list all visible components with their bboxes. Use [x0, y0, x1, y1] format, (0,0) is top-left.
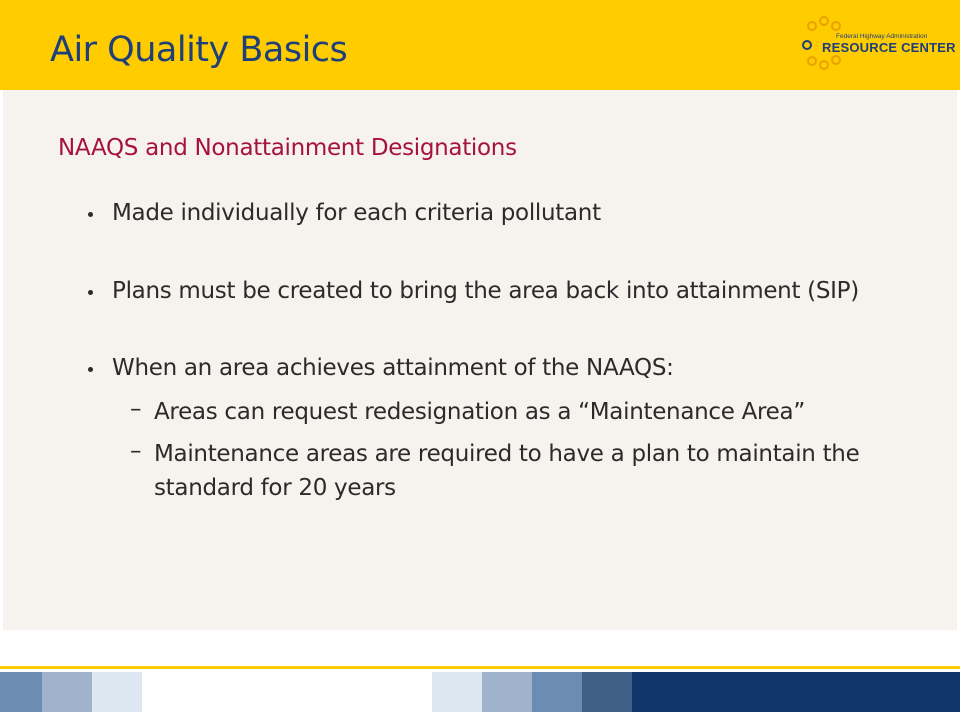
bullet-marker — [88, 367, 93, 372]
bullet-item: When an area achieves attainment of the NAAQS: — [112, 355, 674, 381]
slide-title: Air Quality Basics — [50, 30, 348, 70]
bullet-marker — [88, 212, 93, 217]
slide-subtitle: NAAQS and Nonattainment Designations — [58, 135, 517, 161]
sub-bullet-dash: – — [130, 438, 142, 464]
sub-bullet-item: Areas can request redesignation as a “Maintenance Area” — [154, 399, 805, 425]
logo-agency-text: Federal Highway Administration — [836, 33, 928, 40]
footer-color-block — [582, 672, 632, 712]
footer-color-block — [632, 672, 960, 712]
footer-color-block — [142, 672, 432, 712]
bullet-item: Plans must be created to bring the area back into attainment (SIP) — [112, 278, 859, 304]
bullet-item: Made individually for each criteria pollutant — [112, 200, 601, 226]
footer-accent-line — [0, 666, 960, 669]
footer-color-block — [432, 672, 482, 712]
footer-color-block — [42, 672, 92, 712]
footer-color-block — [0, 672, 42, 712]
header-bar — [0, 0, 960, 90]
logo-name-text: RESOURCE CENTER — [822, 40, 956, 55]
footer-color-block — [92, 672, 142, 712]
footer-bottom-strip — [0, 712, 960, 720]
footer-color-block — [482, 672, 532, 712]
sub-bullet-dash: – — [130, 396, 142, 422]
resource-center-logo — [800, 14, 956, 74]
footer-color-block — [532, 672, 582, 712]
bullet-marker — [88, 290, 93, 295]
sub-bullet-item: Maintenance areas are required to have a plan to maintain the standard for 20 years — [154, 441, 860, 501]
